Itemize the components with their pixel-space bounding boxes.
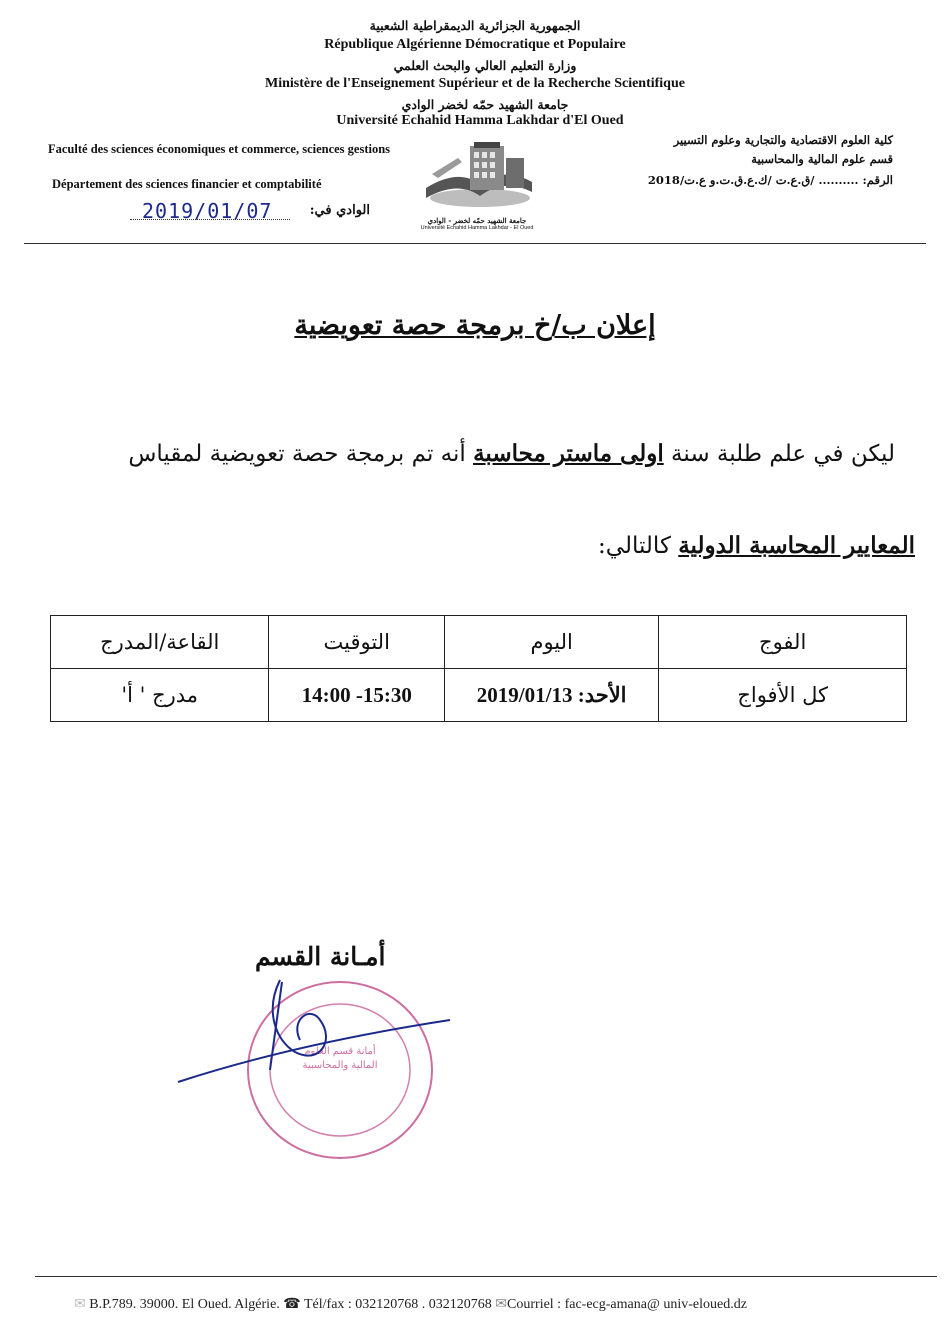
cell-day: الأحد: 2019/01/13 [444, 669, 658, 722]
ministry-ar: وزارة التعليم العالي والبحث العلمي [393, 58, 577, 73]
faculty-fr: Faculté des sciences économiques et commerce, sciences gestions [48, 142, 391, 156]
university-logo-icon [418, 138, 536, 212]
body-line-1-start: ليكن في علم طلبة سنة [663, 441, 895, 467]
email-icon: ✉ [495, 1297, 508, 1312]
announcement-title: إعلان ب/خ برمجة حصة تعويضية [294, 310, 656, 341]
reference-number: الرقم: .......... /ق.ع.ت /ك.ع.ق.ت.و ع.ت/2018 [647, 173, 893, 187]
stamp-center-text: أمانة قسم العلوم المالية والمحاسبية [302, 1046, 378, 1071]
header-divider [24, 243, 926, 244]
mail-icon: ✉ [74, 1297, 86, 1312]
cell-time: 14:00 -15:30 [269, 669, 445, 722]
cell-group: كل الأفواج [659, 669, 907, 722]
footer-address: B.P.789. 39000. El Oued. Algérie. [89, 1297, 280, 1312]
schedule-table [50, 615, 907, 722]
header-day: اليوم [444, 616, 658, 669]
date-value: 2019/01/07 [142, 199, 273, 223]
body-line-1 [128, 440, 895, 467]
course-name: المعايير المحاسبة الدولية [678, 532, 915, 559]
table-row [51, 669, 907, 722]
signature-mark [170, 970, 455, 1090]
header-time: التوقيت [269, 616, 445, 669]
footer-line [74, 1296, 747, 1313]
university-ar: جامعة الشهيد حمّه لخضر الوادي [401, 97, 569, 112]
signature-stroke-icon [170, 970, 455, 1090]
ministry-fr: Ministère de l'Enseignement Supérieur et de la Recherche Scientifique [265, 76, 685, 91]
cell-room: مدرج ' أ' [51, 669, 269, 722]
republic-fr: République Algérienne Démocratique et Populaire [324, 37, 626, 52]
header-room: القاعة/المدرج [51, 616, 269, 669]
logo-caption-fr: Université Echahid Hamma Lakhdar - El Oued [420, 225, 534, 231]
body-line-1-end: أنه تم برمجة حصة تعويضية لمقياس [128, 441, 474, 467]
date-line [130, 199, 370, 227]
logo-caption-ar: جامعة الشهيد حمّه لخضر - الوادي [427, 216, 527, 225]
phone-icon: ☎ [283, 1297, 301, 1312]
footer-phone: Tél/fax : 032120768 . 032120768 [303, 1297, 492, 1312]
footer-divider [35, 1276, 937, 1277]
republic-ar: الجمهورية الجزائرية الديمقراطية الشعبية [369, 18, 581, 33]
signature-title: أمـانة القسم [255, 942, 386, 971]
university-logo [418, 138, 536, 230]
date-dots [130, 219, 290, 220]
department-fr: Département des sciences financier et comptabilité [52, 177, 322, 191]
study-level: اولى ماستر محاسبة [473, 440, 664, 467]
faculty-ar: كلية العلوم الاقتصادية والتجارية وعلوم التسيير [673, 133, 893, 147]
body-line-2 [598, 532, 915, 559]
header-group: الفوج [659, 616, 907, 669]
footer-email: Courriel : fac-ecg-amana@ univ-eloued.dz [507, 1297, 747, 1312]
department-ar: قسم علوم المالية والمحاسبية [751, 152, 893, 166]
body-line-2-end: كالتالي: [598, 533, 679, 559]
date-label: الوادي في: [309, 203, 370, 218]
university-fr: Université Echahid Hamma Lakhdar d'El Oued [336, 113, 624, 128]
table-header-row [51, 616, 907, 669]
